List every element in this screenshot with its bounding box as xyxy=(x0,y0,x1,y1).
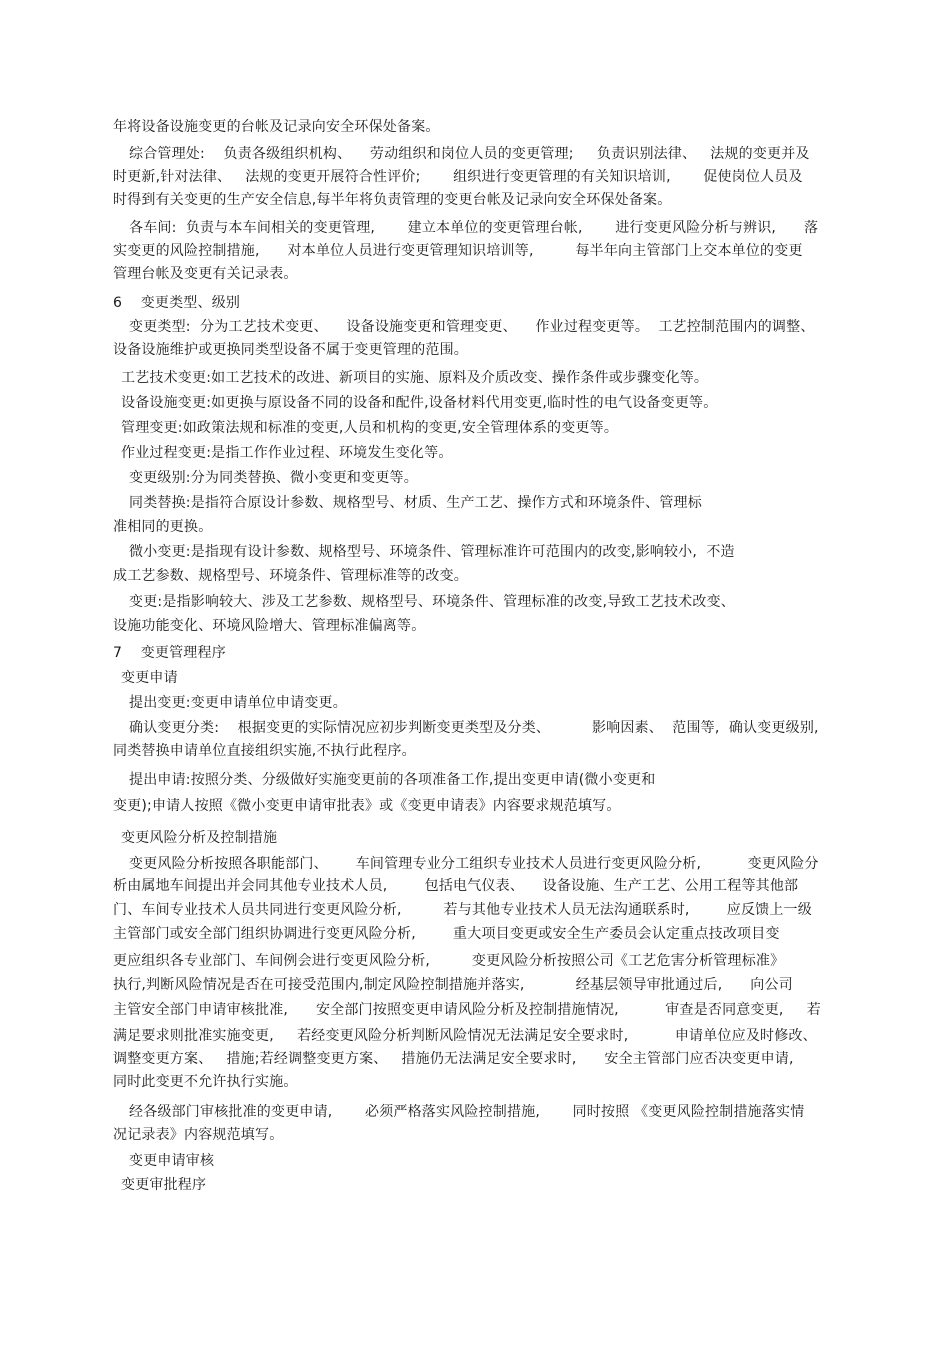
text-line: 时更新,针对法律、 法规的变更开展符合性评价; 组织进行变更管理的有关知识培训, 促使岗位人员及 xyxy=(113,169,803,185)
text-line: 变更申请审核 xyxy=(129,1153,215,1169)
text-line: 同时此变更不允许执行实施。 xyxy=(113,1074,298,1090)
text-line: 门、车间专业技术人员共同进行变更风险分析, 若与其他专业技术人员无法沟通联系时, 应反馈上一级 xyxy=(113,902,812,918)
text-line: 提出申请:按照分类、分级做好实施变更前的各项准备工作,提出变更申请(微小变更和 xyxy=(129,772,656,788)
text-line: 满足要求则批准实施变更, 若经变更风险分析判断风险情况无法满足安全要求时, 申请单位应及时修改、 xyxy=(113,1028,817,1044)
text-line: 年将设备设施变更的台帐及记录向安全环保处备案。 xyxy=(113,119,440,135)
text-line: 主管安全部门申请审核批准, 安全部门按照变更申请风险分析及控制措施情况, 审查是否同意变更, 若 xyxy=(113,1002,822,1018)
text-line: 更应组织各专业部门、车间例会进行变更风险分析, 变更风险分析按照公司《工艺危害分析管理标准》 xyxy=(113,953,785,969)
text-line: 变更申请 xyxy=(121,670,178,686)
text-line: 变更);申请人按照《微小变更申请审批表》或《变更申请表》内容要求规范填写。 xyxy=(113,798,621,814)
text-line: 变更风险分析及控制措施 xyxy=(121,830,278,846)
text-line: 调整变更方案、 措施;若经调整变更方案、 措施仍无法满足安全要求时, 安全主管部门应否决变更申请, xyxy=(113,1051,794,1067)
text-line: 成工艺参数、规格型号、环境条件、管理标准等的改变。 xyxy=(113,568,468,584)
text-line: 变更级别:分为同类替换、微小变更和变更等。 xyxy=(129,470,418,486)
text-line: 准相同的更换。 xyxy=(113,519,213,535)
text-line: 经各级部门审核批准的变更申请, 必须严格落实风险控制措施, 同时按照 《变更风险控制措施落实情 xyxy=(129,1104,805,1120)
text-line: 变更审批程序 xyxy=(121,1177,207,1193)
text-line: 确认变更分类: 根据变更的实际情况应初步判断变更类型及分类、 影响因素、 范围等, 确认变更级别, xyxy=(129,720,819,736)
text-line: 工艺技术变更:如工艺技术的改进、新项目的实施、原料及介质改变、操作条件或步骤变化等。 xyxy=(121,370,709,386)
text-line: 管理台帐及变更有关记录表。 xyxy=(113,266,298,282)
text-line: 综合管理处: 负责各级组织机构、 劳动组织和岗位人员的变更管理; 负责识别法律、 法规的变更并及 xyxy=(129,146,810,162)
text-line: 况记录表》内容规范填写。 xyxy=(113,1127,284,1143)
text-line: 设备设施维护或更换同类型设备不属于变更管理的范围。 xyxy=(113,342,468,358)
text-line: 微小变更:是指现有设计参数、规格型号、环境条件、管理标准许可范围内的改变,影响较小, 不造 xyxy=(129,544,735,560)
text-line: 管理变更:如政策法规和标准的变更,人员和机构的变更,安全管理体系的变更等。 xyxy=(121,420,619,436)
text-line: 时得到有关变更的生产安全信息,每半年将负责管理的变更台帐及记录向安全环保处备案。 xyxy=(113,192,672,208)
text-line: 7 变更管理程序 xyxy=(113,645,226,661)
text-line: 变更风险分析按照各职能部门、 车间管理专业分工组织专业技术人员进行变更风险分析, 变更风险分 xyxy=(129,856,819,872)
text-line: 主管部门或安全部门组织协调进行变更风险分析, 重大项目变更或安全生产委员会认定重点技改项目变 xyxy=(113,926,780,942)
text-line: 提出变更:变更申请单位申请变更。 xyxy=(129,695,347,711)
text-line: 设施功能变化、环境风险增大、管理标准偏离等。 xyxy=(113,618,426,634)
text-line: 作业过程变更:是指工作作业过程、环境发生变化等。 xyxy=(121,445,453,461)
text-line: 6 变更类型、级别 xyxy=(113,295,241,311)
text-line: 设备设施变更:如更换与原设备不同的设备和配件,设备材料代用变更,临时性的电气设备变更等。 xyxy=(121,395,718,411)
text-line: 各车间: 负责与本车间相关的变更管理, 建立本单位的变更管理台帐, 进行变更风险分析与辨识, 落 xyxy=(129,220,819,236)
text-line: 执行,判断风险情况是否在可接受范围内,制定风险控制措施并落实, 经基层领导审批通过后, 向公司 xyxy=(113,977,793,993)
text-line: 变更:是指影响较大、涉及工艺参数、规格型号、环境条件、管理标准的改变,导致工艺技术改变、 xyxy=(129,594,735,610)
text-line: 变更类型: 分为工艺技术变更、 设备设施变更和管理变更、 作业过程变更等。 工艺控制范围内的调整、 xyxy=(129,319,815,335)
text-line: 同类替换申请单位直接组织实施,不执行此程序。 xyxy=(113,743,416,759)
text-line: 析由属地车间提出并会同其他专业技术人员, 包括电气仪表、 设备设施、生产工艺、公用工程等其他部 xyxy=(113,878,799,894)
text-line: 同类替换:是指符合原设计参数、规格型号、材质、生产工艺、操作方式和环境条件、管理标 xyxy=(129,495,702,511)
text-line: 实变更的风险控制措施, 对本单位人员进行变更管理知识培训等, 每半年向主管部门上交本单位的变更 xyxy=(113,243,803,259)
